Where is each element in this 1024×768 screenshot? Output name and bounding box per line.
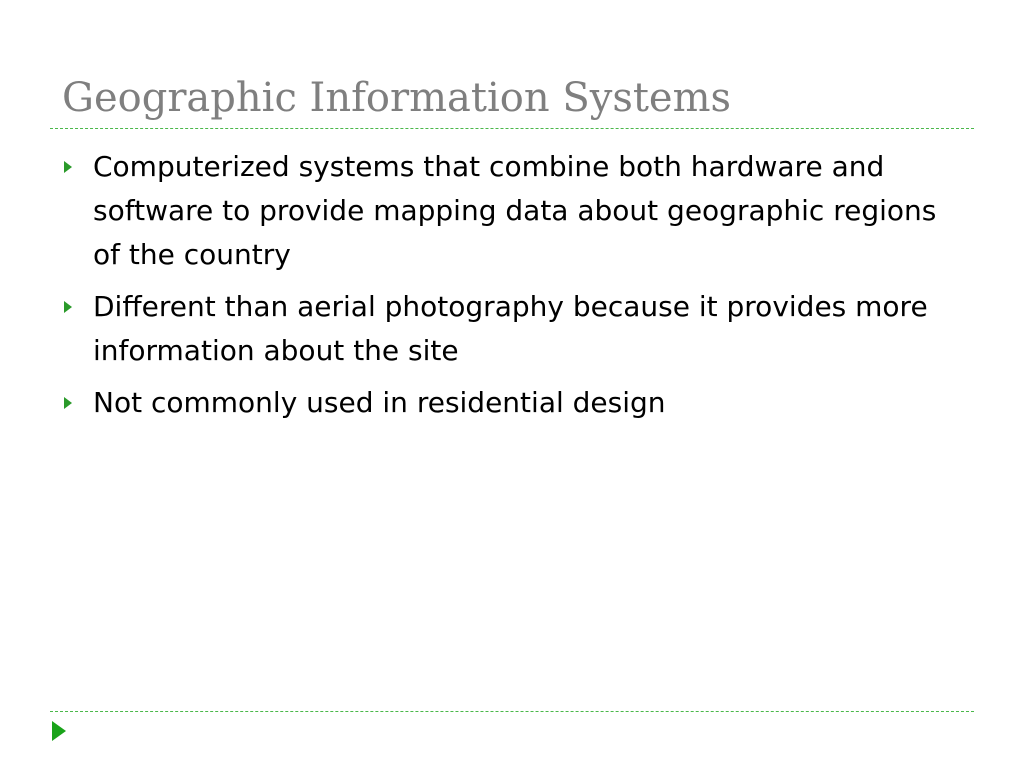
bullet-text: Computerized systems that combine both hardware and software to provide mapping data about geographic regions of the country [93,150,937,271]
bullet-text: Not commonly used in residential design [93,386,666,419]
title-divider [50,128,974,129]
triangle-right-icon [64,397,72,409]
bullet-item [64,285,964,373]
bullet-list [64,145,964,433]
bullet-text: Different than aerial photography because it provides more information about the site [93,290,928,367]
footer-divider [50,711,974,712]
triangle-right-icon [64,161,72,173]
triangle-right-icon [64,301,72,313]
play-arrow-icon[interactable] [52,721,66,741]
slide-title: Geographic Information Systems [62,75,732,121]
bullet-item [64,381,964,425]
bullet-item [64,145,964,277]
